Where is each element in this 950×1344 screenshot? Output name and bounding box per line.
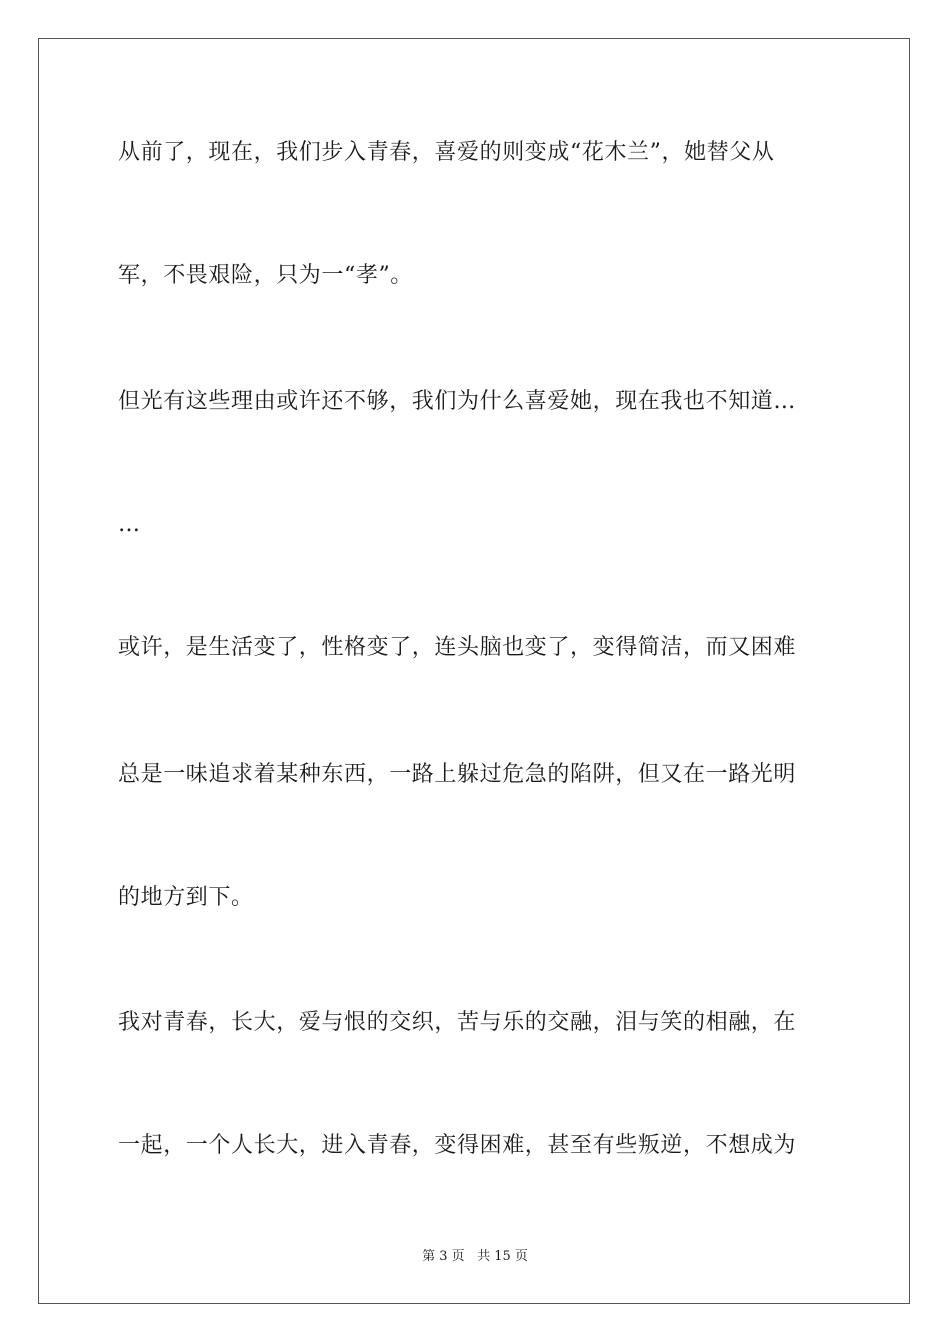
paragraph-line: 军，不畏艰险，只为一“孝”。 bbox=[118, 263, 413, 288]
page-border bbox=[38, 38, 910, 1304]
paragraph-line: 总是一味追求着某种东西，一路上躲过危急的陷阱，但又在一路光明 bbox=[118, 762, 797, 787]
page-footer bbox=[0, 1248, 950, 1266]
paragraph-line: … bbox=[118, 512, 141, 537]
paragraph-line: 但光有这些理由或许还不够，我们为什么喜爱她，现在我也不知道… bbox=[118, 389, 797, 414]
paragraph-line: 的地方到下。 bbox=[118, 885, 254, 910]
page-number: 第 3 页 bbox=[422, 1249, 465, 1264]
paragraph-line: 我对青春，长大，爱与恨的交织，苦与乐的交融，泪与笑的相融，在 bbox=[118, 1010, 797, 1035]
paragraph-line: 一起，一个人长大，进入青春，变得困难，甚至有些叛逆，不想成为 bbox=[118, 1133, 797, 1158]
paragraph-line: 或许，是生活变了，性格变了，连头脑也变了，变得简洁，而又困难 bbox=[118, 635, 797, 660]
paragraph-line: 从前了，现在，我们步入青春，喜爱的则变成“花木兰”，她替父从 bbox=[118, 140, 775, 165]
total-pages: 共 15 页 bbox=[477, 1249, 528, 1264]
